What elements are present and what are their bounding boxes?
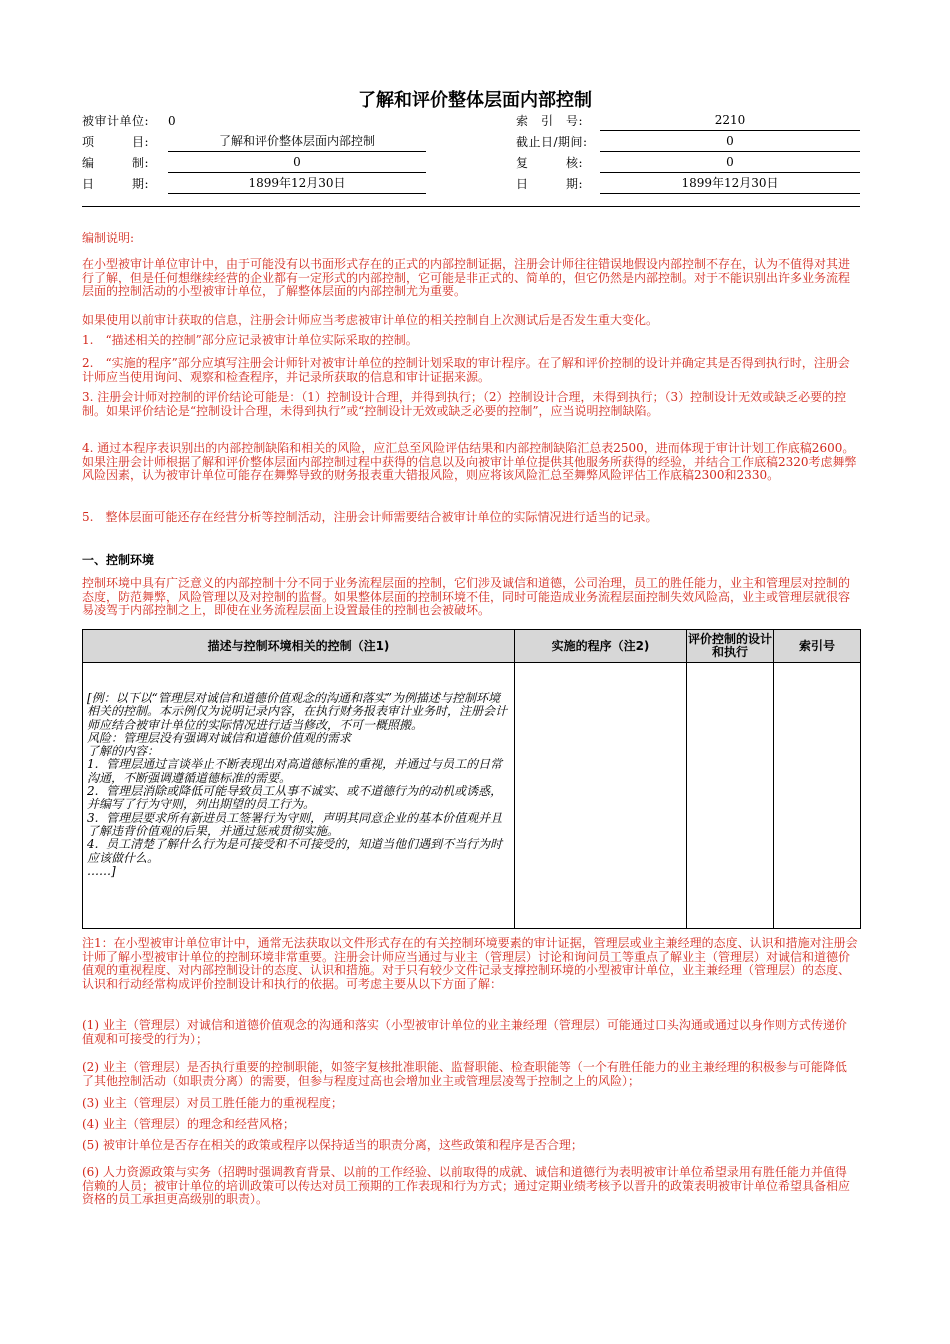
date-value-left: 1899年12月30日 bbox=[168, 173, 426, 194]
instructions-heading: 编制说明: bbox=[82, 231, 135, 245]
entity-value: 0 bbox=[168, 114, 176, 128]
note-item-6: (6) 人力资源政策与实务（招聘时强调教育背景、以前的工作经验、以前取得的成就、诚信和道德行为表明被审计单位希望录用有胜任能力并值得信赖的人员；被审计单位的培训政策可以传达对员工预期的工作表现和行为方式；通过定期业绩考核予以晋升的政策表明被审计单位希望具备相应资格的员工承担更高级别的职责）。 bbox=[82, 1165, 851, 1206]
index-cell[interactable] bbox=[774, 663, 861, 929]
index-label: 索 引 号: bbox=[516, 114, 584, 128]
project-value: 了解和评价整体层面内部控制 bbox=[168, 131, 426, 152]
index-value: 2210 bbox=[600, 110, 860, 131]
instructions-p2: 如果使用以前审计获取的信息，注册会计师应当考虑被审计单位的相关控制自上次测试后是否发生重大变化。 bbox=[82, 313, 659, 327]
date-label-right: 日 期: bbox=[516, 177, 584, 191]
note-item-5: (5) 被审计单位是否存在相关的政策或程序以保持适当的职责分离，这些政策和程序是否合理； bbox=[82, 1138, 583, 1152]
project-label: 项 目: bbox=[82, 135, 150, 149]
instructions-item3: 3. 注册会计师对控制的评价结论可能是：（1）控制设计合理，并得到执行；（2）控制设计合理，未得到执行；（3）控制设计无效或缺乏必要的控制。如果评价结论是“控制设计合理，未得到执行”或“控制设计无效或缺乏必要的控制”，应当说明控制缺陷。 bbox=[82, 390, 847, 418]
instructions-item4: 4. 通过本程序表识别出的内部控制缺陷和相关的风险，应汇总至风险评估结果和内部控制缺陷汇总表2500，进而体现于审计计划工作底稿2600。如果注册会计师根据了解和评价整体层面内部控制过程中获得的信息以及向被审计单位提供其他服务所获得的经验，并结合工作底稿2320考虑舞弊风险因素，认为被审计单位可能存在舞弊导致的财务报表重大错报风险，则应将该风险汇总至舞弊风险评估工作底稿2300和2330。 bbox=[82, 441, 857, 482]
page-title: 了解和评价整体层面内部控制 bbox=[358, 90, 592, 111]
control-environment-table bbox=[82, 629, 861, 929]
col-header-procedures: 实施的程序（注2) bbox=[515, 630, 687, 663]
example-text: [例：以下以“管理层对诚信和道德价值观念的沟通和落实”为例描述与控制环境相关的控制。本示例仅为说明记录内容，在执行财务报表审计业务时，注册会计师应结合被审计单位的实际情况进行适当修改，不可一概照搬。 风险：管理层没有强调对诚信和道德价值观的需求 了解的内容： 1. 管理层通过言谈举止不断表现出对高道德标准的重视，并通过与员工的日常沟通，不断强调遵循道德标准的需要。 2. 管理层消除或降低可能导致员工从事不诚实、或不道德行为的动机或诱惑，并编写了行为守则，列出期望的员工行为。 3. 管理层要求所有新进员工签署行为守则，声明其同意企业的基本价值观并且了解违背价值观的后果，并通过惩戒贯彻实施。 4. 员工清楚了解什么行为是可接受和不可接受的，知道当他们遇到不当行为时应该做什么。 ……] bbox=[87, 691, 508, 878]
table-header-row bbox=[83, 630, 861, 663]
instructions-item2: 2. “实施的程序”部分应填写注册会计师针对被审计单位的控制计划采取的审计程序。在了解和评价控制的设计并确定其是否得到执行时，注册会计师应当使用询问、观察和检查程序，并记录所获取的信息和审计证据来源。 bbox=[82, 356, 850, 384]
header-divider bbox=[82, 206, 860, 207]
instructions-item5: 5. 整体层面可能还存在经营分析等控制活动，注册会计师需要结合被审计单位的实际情况进行适当的记录。 bbox=[82, 510, 658, 524]
note1: 注1：在小型被审计单位审计中，通常无法获取以文件形式存在的有关控制环境要素的审计证据，管理层或业主兼经理的态度、认识和措施对注册会计师了解小型被审计单位的控制环境非常重要。注册会计师应当通过与业主（管理层）讨论和询问员工等重点了解业主（管理层）对诚信和道德价值观的重视程度、对内部控制设计的态度、认识和措施。对于只有较少文件记录支撑控制环境的小型被审计单位，业主兼经理（管理层）的态度、认识和行动经常构成评价控制设计和执行的依据。可考虑主要从以下方面了解： bbox=[82, 936, 858, 991]
period-value: 0 bbox=[600, 131, 860, 152]
date-label-left: 日 期: bbox=[82, 177, 150, 191]
col-header-index: 索引号 bbox=[774, 630, 861, 663]
date-value-right: 1899年12月30日 bbox=[600, 173, 860, 194]
table-row bbox=[83, 663, 861, 929]
entity-label: 被审计单位: bbox=[82, 114, 150, 128]
reviewer-label: 复 核: bbox=[516, 156, 584, 170]
controls-cell[interactable] bbox=[83, 663, 515, 929]
note-item-3: (3) 业主（管理层）对员工胜任能力的重视程度； bbox=[82, 1096, 343, 1110]
instructions-p1: 在小型被审计单位审计中，由于可能没有以书面形式存在的正式的内部控制证据，注册会计师往往错误地假设内部控制不存在，认为不值得对其进行了解，但是任何想继续经营的企业都有一定形式的内部控制，它可能是非正式的、简单的，但它仍然是内部控制。对于不能识别出许多业务流程层面的控制活动的小型被审计单位，了解整体层面的内部控制尤为重要。 bbox=[82, 257, 851, 298]
col-header-controls: 描述与控制环境相关的控制（注1) bbox=[83, 630, 515, 663]
period-label: 截止日/期间: bbox=[516, 135, 588, 149]
section-heading-control-environment: 一、控制环境 bbox=[82, 553, 155, 567]
section-intro: 控制环境中具有广泛意义的内部控制十分不同于业务流程层面的控制，它们涉及诚信和道德，公司治理，员工的胜任能力，业主和管理层对控制的态度，防范舞弊，风险管理以及对控制的监督。如果整体层面的控制环境不佳，同时可能造成业务流程层面控制失效风险高，业主或管理层就很容易凌驾于内部控制之上，即使在业务流程层面上设置最佳的控制也会被破坏。 bbox=[82, 576, 851, 617]
note-item-4: (4) 业主（管理层）的理念和经营风格； bbox=[82, 1117, 295, 1131]
procedures-cell[interactable] bbox=[515, 663, 687, 929]
instructions-item1: 1. “描述相关的控制”部分应记录被审计单位实际采取的控制。 bbox=[82, 333, 418, 347]
note-item-1: (1) 业主（管理层）对诚信和道德价值观念的沟通和落实（小型被审计单位的业主兼经理（管理层）可能通过口头沟通或通过以身作则方式传递价值观和可接受的行为）； bbox=[82, 1018, 847, 1046]
preparer-label: 编 制: bbox=[82, 156, 150, 170]
evaluation-cell[interactable] bbox=[687, 663, 774, 929]
preparer-value: 0 bbox=[168, 152, 426, 173]
col-header-evaluation: 评价控制的设计和执行 bbox=[687, 630, 774, 663]
note-item-2: (2) 业主（管理层）是否执行重要的控制职能，如签字复核批准职能、监督职能、检查职能等（一个有胜任能力的业主兼经理的积极参与可能降低了其他控制活动（如职责分离）的需要，但参与程度过高也会增加业主或管理层凌驾于控制之上的风险）； bbox=[82, 1060, 847, 1088]
reviewer-value: 0 bbox=[600, 152, 860, 173]
